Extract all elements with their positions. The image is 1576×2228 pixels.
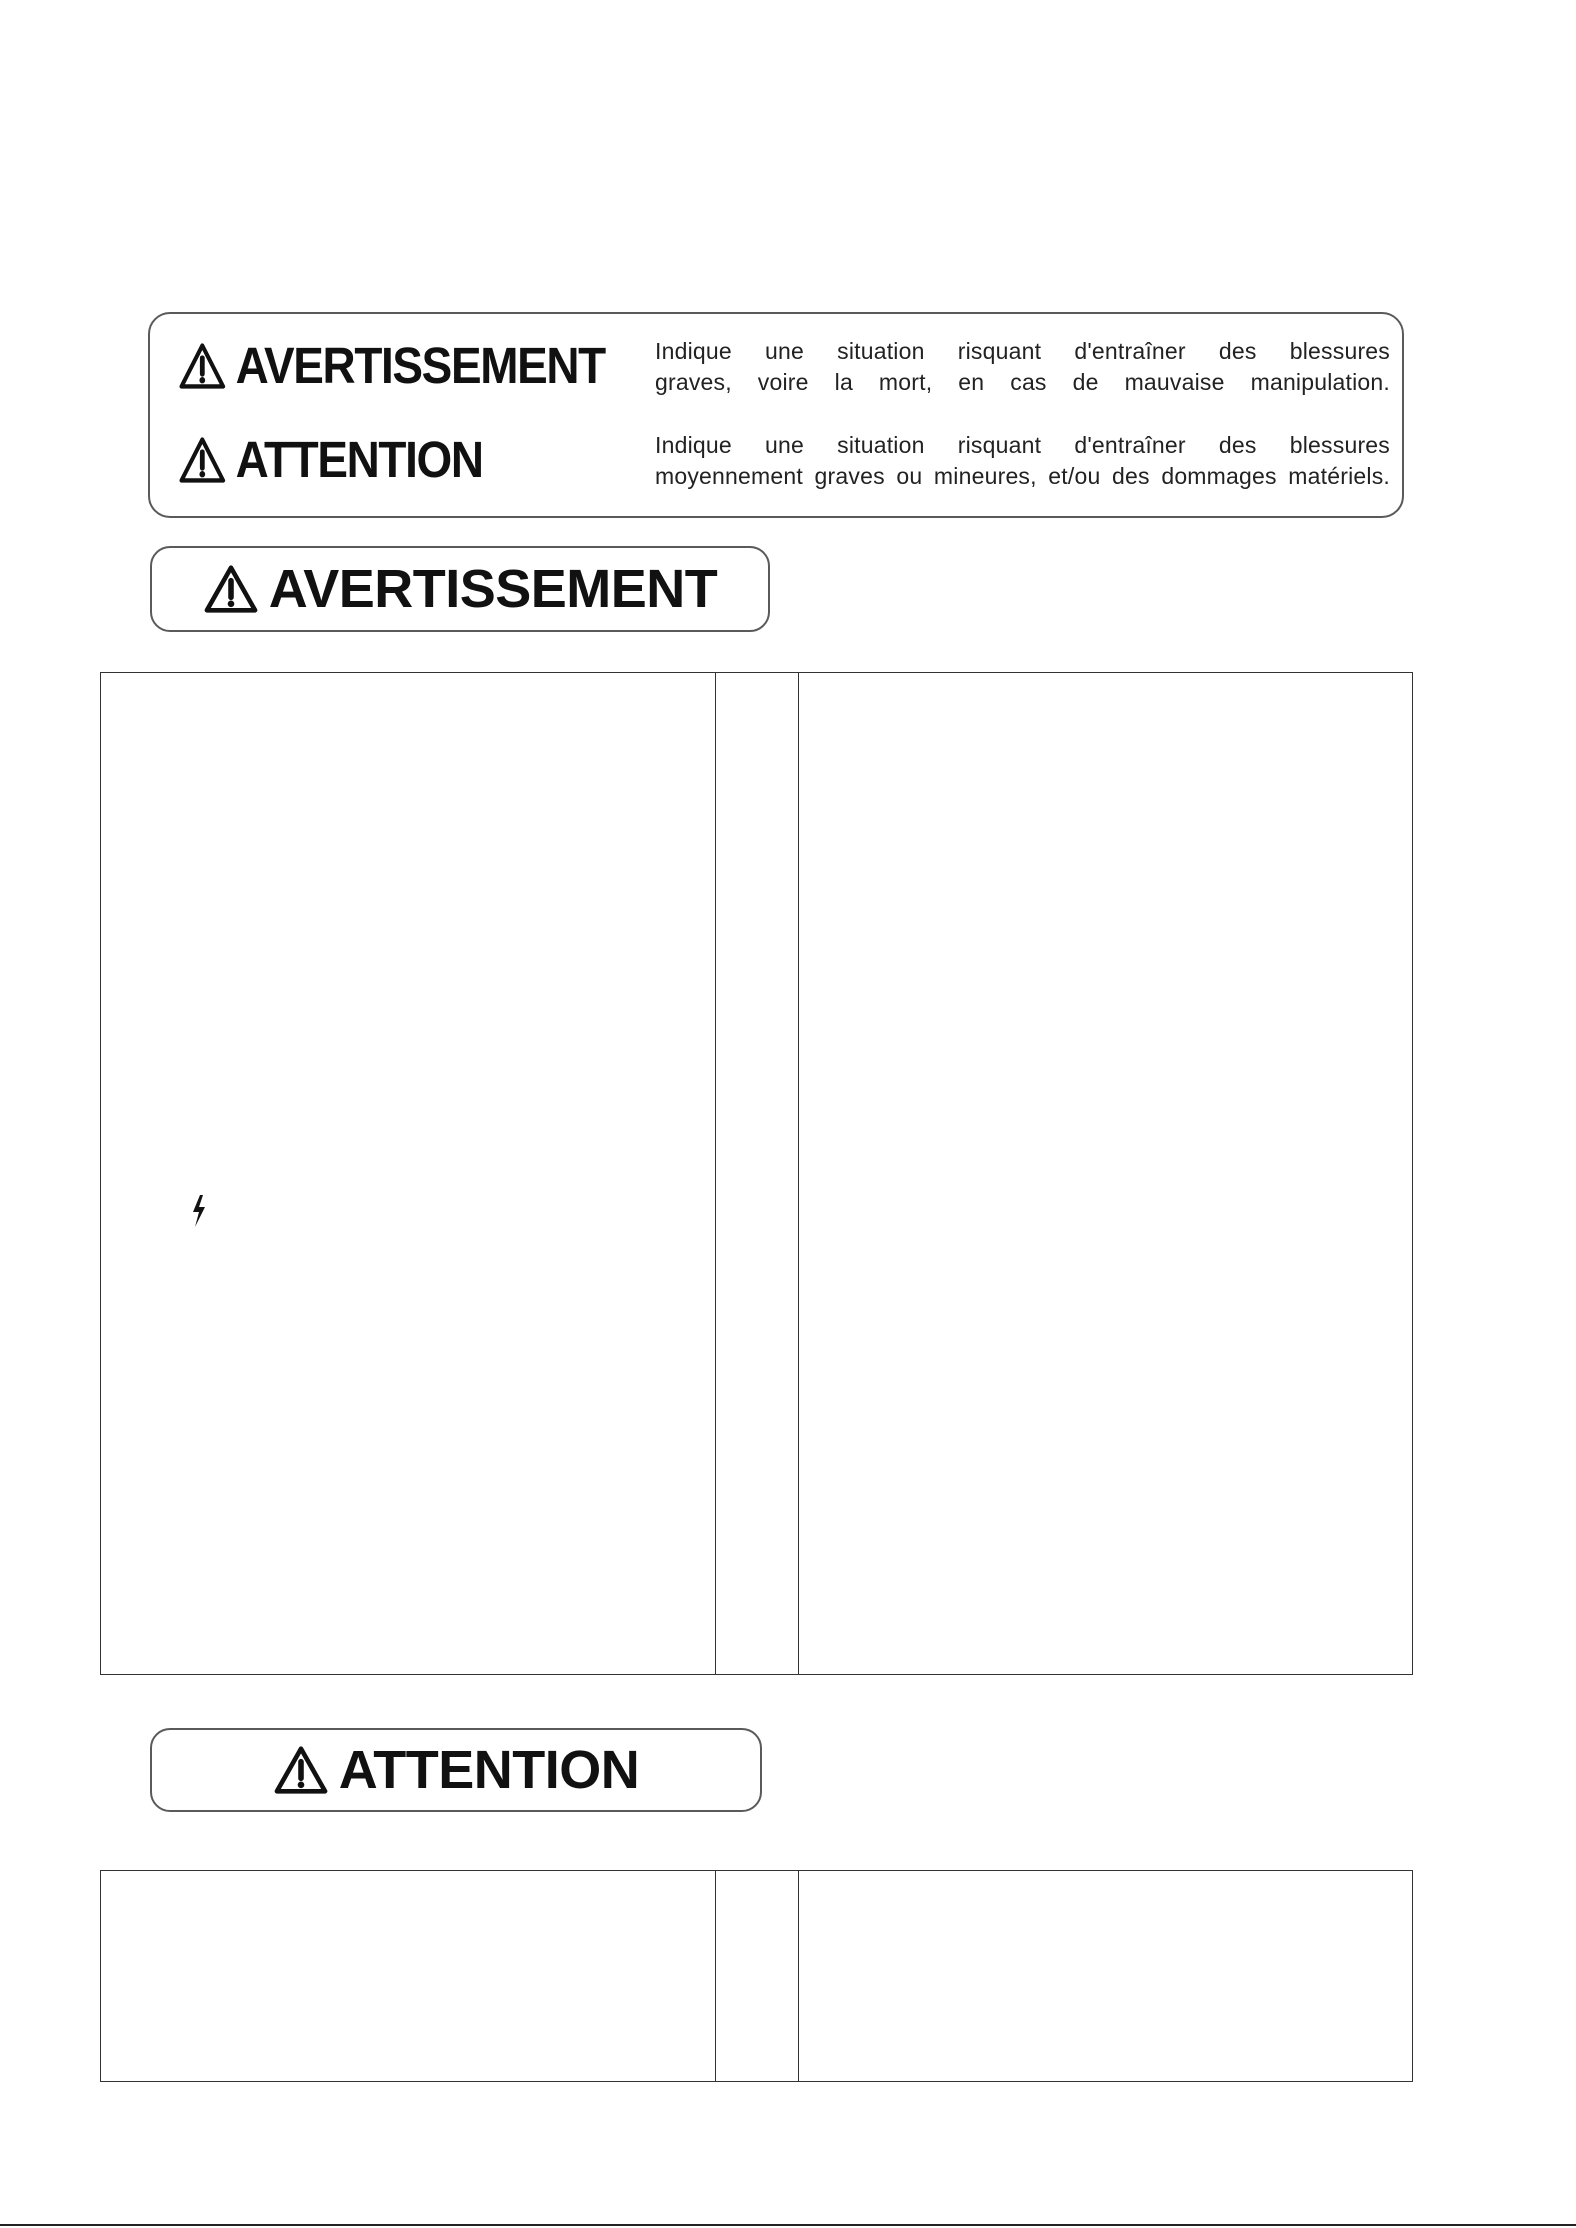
signal-word-legend (148, 312, 1404, 518)
warning-section-title: AVERTISSEMENT (268, 559, 718, 619)
legend-desc-caution-line1: Indique une situation risquant d'entraîner des blessures (655, 432, 1390, 458)
warning-section-badge (150, 546, 770, 632)
warning-table (100, 672, 1413, 1675)
warning-triangle-icon (178, 436, 227, 484)
table-column-divider (715, 1871, 716, 2081)
table-column-divider (798, 1871, 799, 2081)
legend-desc-caution-line2: moyennement graves ou mineures, et/ou des dommages matériels. (655, 463, 1390, 489)
warning-triangle-icon (178, 342, 227, 390)
electric-shock-icon (190, 1194, 208, 1228)
caution-section-badge (150, 1728, 762, 1812)
table-column-divider (798, 673, 799, 1674)
caution-section-title: ATTENTION (338, 1740, 640, 1800)
legend-term-warning (178, 336, 605, 395)
legend-term-caution-label: ATTENTION (235, 431, 483, 488)
warning-triangle-icon (273, 1745, 329, 1795)
legend-term-caution (178, 430, 483, 489)
legend-term-warning-label: AVERTISSEMENT (235, 337, 605, 394)
page-bottom-rule (0, 2224, 1576, 2226)
legend-row-caution (150, 418, 1402, 508)
legend-desc-warning-line2: graves, voire la mort, en cas de mauvaise manipulation. (655, 369, 1390, 395)
legend-desc-warning-line1: Indique une situation risquant d'entraîner des blessures (655, 338, 1390, 364)
warning-triangle-icon (203, 564, 259, 614)
legend-row-warning (150, 324, 1402, 414)
table-column-divider (715, 673, 716, 1674)
caution-table (100, 1870, 1413, 2082)
legend-desc-caution (655, 430, 1390, 492)
legend-desc-warning (655, 336, 1390, 398)
